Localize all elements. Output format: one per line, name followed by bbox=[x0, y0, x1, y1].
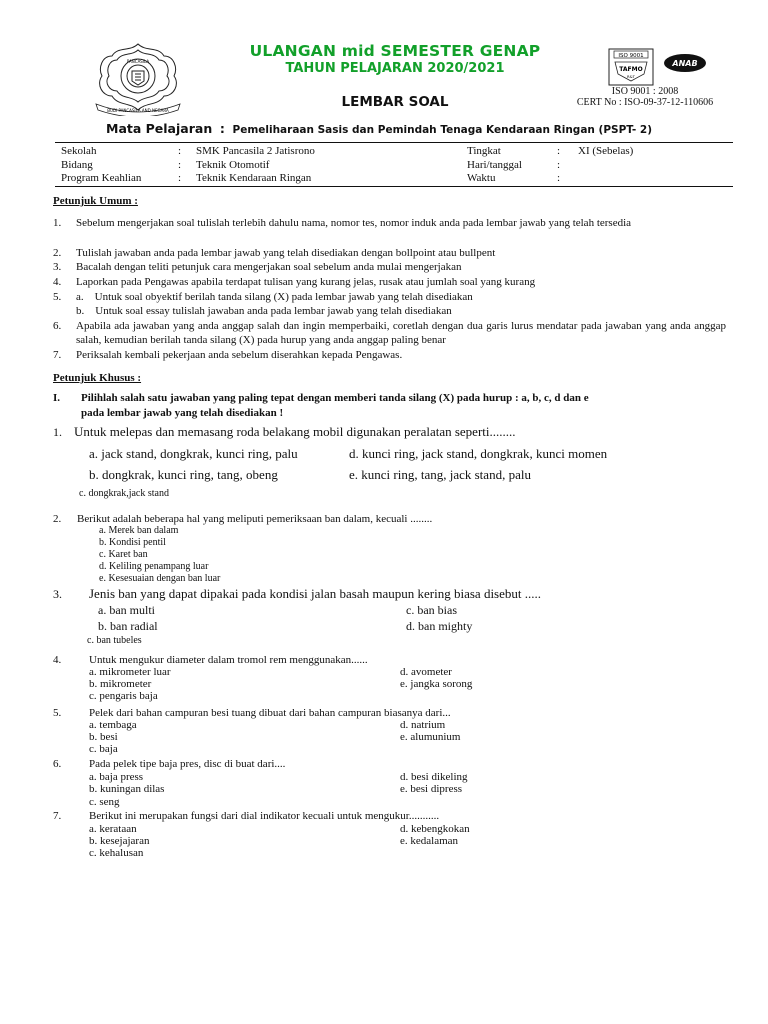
q4-text: Untuk mengukur diameter dalam tromol rem menggunakan...... bbox=[89, 654, 368, 666]
sheet-title: LEMBAR SOAL bbox=[341, 94, 449, 110]
colon: : bbox=[178, 172, 182, 184]
q3-number: 3. bbox=[53, 587, 62, 601]
anab-badge-text: ANAB bbox=[672, 59, 698, 68]
info-right-values bbox=[578, 145, 633, 186]
q2-text: Berikut adalah beberapa hal yang meliputi pemeriksaan ban dalam, kecuali ........ bbox=[77, 513, 433, 525]
info-value-program: Teknik Kendaraan Ringan bbox=[196, 172, 312, 184]
q5-number: 5. bbox=[53, 707, 62, 719]
item-number: 4. bbox=[53, 276, 62, 288]
item-text: Bacalah dengan teliti petunjuk cara mengerjakan soal sebelum anda mulai mengerjakan bbox=[76, 261, 462, 273]
q7-number: 7. bbox=[53, 810, 62, 822]
divider-info bbox=[55, 186, 733, 187]
q7-option-a[interactable]: a. kerataan bbox=[89, 823, 137, 835]
general-item-6 bbox=[53, 319, 729, 347]
q4-option-c[interactable]: c. pengaris baja bbox=[89, 690, 158, 702]
exam-year: TAHUN PELAJARAN 2020/2021 bbox=[285, 61, 505, 76]
subject-value: Pemeliharaan Sasis dan Pemindah Tenaga Kendaraan Ringan (PSPT- 2) bbox=[232, 124, 653, 136]
q3-option-c[interactable]: c. ban bias bbox=[406, 603, 457, 617]
info-right-labels bbox=[467, 145, 522, 186]
item-number: 3. bbox=[53, 261, 62, 273]
item-text: Periksalah kembali pekerjaan anda sebelum diserahkan kepada Pengawas. bbox=[76, 349, 403, 361]
item-text: Sebelum mengerjakan soal tulislah terlebih dahulu nama, nomor tes, nomor induk anda pada lembar jawab yang telah tersedia bbox=[76, 217, 632, 229]
item-number: 6. bbox=[53, 320, 62, 332]
q2-number: 2. bbox=[53, 513, 62, 525]
divider-top bbox=[55, 142, 733, 143]
q7-option-d[interactable]: d. kebengkokan bbox=[400, 823, 470, 835]
q6-text: Pada pelek tipe baja pres, disc di buat dari.... bbox=[89, 758, 286, 770]
item-text: b. Untuk soal essay tulislah jawaban anda pada lembar jawab yang telah disediakan bbox=[76, 305, 452, 317]
anab-accreditation-icon bbox=[662, 52, 708, 74]
item-number: 5. bbox=[53, 291, 62, 303]
subject-colon: : bbox=[219, 121, 225, 136]
q4-number: 4. bbox=[53, 654, 62, 666]
q2-option-e[interactable]: e. Kesesuaian dengan ban luar bbox=[99, 573, 221, 584]
item-text: Laporkan pada Pengawas apabila terdapat tulisan yang kurang jelas, rusak atau jumlah soal yang kurang bbox=[76, 276, 536, 288]
colon: : bbox=[178, 158, 182, 171]
q5-option-b[interactable]: b. besi bbox=[89, 731, 118, 743]
q2-option-c[interactable]: c. Karet ban bbox=[99, 549, 148, 560]
section-number: I. bbox=[53, 392, 61, 404]
item-number: 7. bbox=[53, 349, 62, 361]
subject-label: Mata Pelajaran bbox=[106, 121, 213, 136]
q7-text: Berikut ini merupakan fungsi dari dial indikator kecuali untuk mengukur........... bbox=[89, 810, 440, 822]
q1-text: Untuk melepas dan memasang roda belakang mobil digunakan peralatan seperti........ bbox=[74, 424, 516, 439]
info-label-time: Waktu bbox=[467, 172, 496, 184]
info-value-time bbox=[578, 172, 633, 186]
item-text: Apabila ada jawaban yang anda anggap salah dan ingin memperbaiki, coretlah dengan dua garis lurus mendatar pada jawaban yang anda anggap salah, kemudian berilah tanda silang (X) pada hurup yang anda anggap paling benar bbox=[76, 320, 726, 346]
info-value-level: XI (Sebelas) bbox=[578, 145, 634, 157]
q4-option-a[interactable]: a. mikrometer luar bbox=[89, 666, 171, 678]
colon: : bbox=[557, 145, 561, 157]
q6-option-a[interactable]: a. baja press bbox=[89, 771, 144, 783]
info-label-program: Program Keahlian bbox=[61, 172, 142, 184]
colon: : bbox=[178, 145, 182, 157]
colon: : bbox=[557, 158, 561, 171]
q1-number: 1. bbox=[53, 425, 62, 439]
q3-option-d[interactable]: d. ban mighty bbox=[406, 619, 473, 633]
logo-ring-text: PANCASILA bbox=[126, 59, 150, 64]
q5-option-e[interactable]: e. alumunium bbox=[400, 731, 461, 743]
exam-title: ULANGAN mid SEMESTER GENAP bbox=[249, 42, 541, 60]
section-instruction-line2: pada lembar jawab yang telah disediakan ! bbox=[81, 407, 284, 419]
q4-option-d[interactable]: d. avometer bbox=[400, 666, 452, 678]
q3-option-a[interactable]: a. ban multi bbox=[98, 603, 155, 617]
item-number: 1. bbox=[53, 217, 62, 229]
q1-option-e[interactable]: e. kunci ring, tang, jack stand, palu bbox=[349, 467, 531, 482]
item-text: a. Untuk soal obyektif berilah tanda silang (X) pada lembar jawab yang telah disediakan bbox=[76, 291, 473, 303]
iso-badge-mid: TAFMO bbox=[619, 66, 643, 73]
q2-option-b[interactable]: b. Kondisi pentil bbox=[99, 537, 166, 548]
info-value-school: SMK Pancasila 2 Jatisrono bbox=[196, 145, 315, 157]
q5-option-d[interactable]: d. natrium bbox=[400, 719, 446, 731]
logo-motto: BUDI PANCASILA AND NEGARA bbox=[107, 108, 169, 113]
q1-option-b[interactable]: b. dongkrak, kunci ring, tang, obeng bbox=[89, 467, 278, 482]
q3-option-b[interactable]: b. ban radial bbox=[98, 619, 158, 633]
q2-option-a[interactable]: a. Merek ban dalam bbox=[99, 525, 179, 536]
school-logo-icon bbox=[88, 38, 188, 116]
info-label-school: Sekolah bbox=[61, 145, 97, 157]
section-instruction-line1: Pilihlah salah satu jawaban yang paling tepat dengan memberi tanda silang (X) pada hurup : a, b, c, d dan e bbox=[81, 392, 589, 404]
iso-certification-icon bbox=[608, 48, 654, 86]
q3-option-c-extra[interactable]: c. ban tubeles bbox=[87, 635, 142, 646]
general-heading: Petunjuk Umum : bbox=[53, 195, 138, 207]
q5-text: Pelek dari bahan campuran besi tuang dibuat dari bahan campuran biasanya dari... bbox=[89, 707, 451, 719]
q7-option-e[interactable]: e. kedalaman bbox=[400, 835, 459, 847]
q1-option-d[interactable]: d. kunci ring, jack stand, dongkrak, kunci momen bbox=[349, 446, 608, 461]
item-number: 2. bbox=[53, 247, 62, 259]
iso-standard: ISO 9001 : 2008 bbox=[611, 86, 679, 97]
cert-number: CERT No : ISO-09-37-12-110606 bbox=[576, 97, 714, 108]
q7-option-c[interactable]: c. kehalusan bbox=[89, 847, 144, 859]
info-left-values bbox=[196, 145, 315, 186]
info-left-colons bbox=[178, 145, 181, 186]
iso-info bbox=[560, 86, 730, 108]
info-value-field: Teknik Otomotif bbox=[196, 158, 270, 171]
q7-option-b[interactable]: b. kesejajaran bbox=[89, 835, 150, 847]
info-left-labels bbox=[61, 145, 141, 186]
q2-options bbox=[99, 525, 220, 585]
q4-option-b[interactable]: b. mikrometer bbox=[89, 678, 152, 690]
special-heading: Petunjuk Khusus : bbox=[53, 372, 142, 384]
q6-number: 6. bbox=[53, 758, 62, 770]
iso-badge-bottom: R&T bbox=[627, 74, 635, 79]
q6-option-e[interactable]: e. besi dipress bbox=[400, 783, 463, 795]
info-label-level: Tingkat bbox=[467, 145, 501, 157]
q4-option-e[interactable]: e. jangka sorong bbox=[400, 678, 473, 690]
q5-option-c[interactable]: c. baja bbox=[89, 743, 118, 755]
info-value-date bbox=[578, 159, 633, 173]
info-label-field: Bidang bbox=[61, 158, 93, 171]
q6-option-b[interactable]: b. kuningan dilas bbox=[89, 783, 165, 795]
colon: : bbox=[557, 172, 561, 184]
q5-option-a[interactable]: a. tembaga bbox=[89, 719, 137, 731]
q6-option-c[interactable]: c. seng bbox=[89, 796, 120, 808]
q1-option-a[interactable]: a. jack stand, dongkrak, kunci ring, palu bbox=[89, 446, 298, 461]
info-label-date: Hari/tanggal bbox=[467, 158, 522, 171]
q1-option-c[interactable]: c. dongkrak,jack stand bbox=[79, 488, 169, 499]
iso-badge-top: ISO 9001 bbox=[618, 53, 644, 59]
subject-line bbox=[106, 121, 652, 136]
item-text: Tulislah jawaban anda pada lembar jawab yang telah disediakan dengan bollpoint atau bullpent bbox=[76, 247, 496, 259]
q6-option-d[interactable]: d. besi dikeling bbox=[400, 771, 468, 783]
general-item-1 bbox=[53, 216, 729, 244]
q2-option-d[interactable]: d. Keliling penampang luar bbox=[99, 561, 209, 572]
info-right-colons bbox=[557, 145, 560, 186]
q3-text: Jenis ban yang dapat dipakai pada kondisi jalan basah maupun kering biasa disebut ..... bbox=[89, 586, 541, 601]
